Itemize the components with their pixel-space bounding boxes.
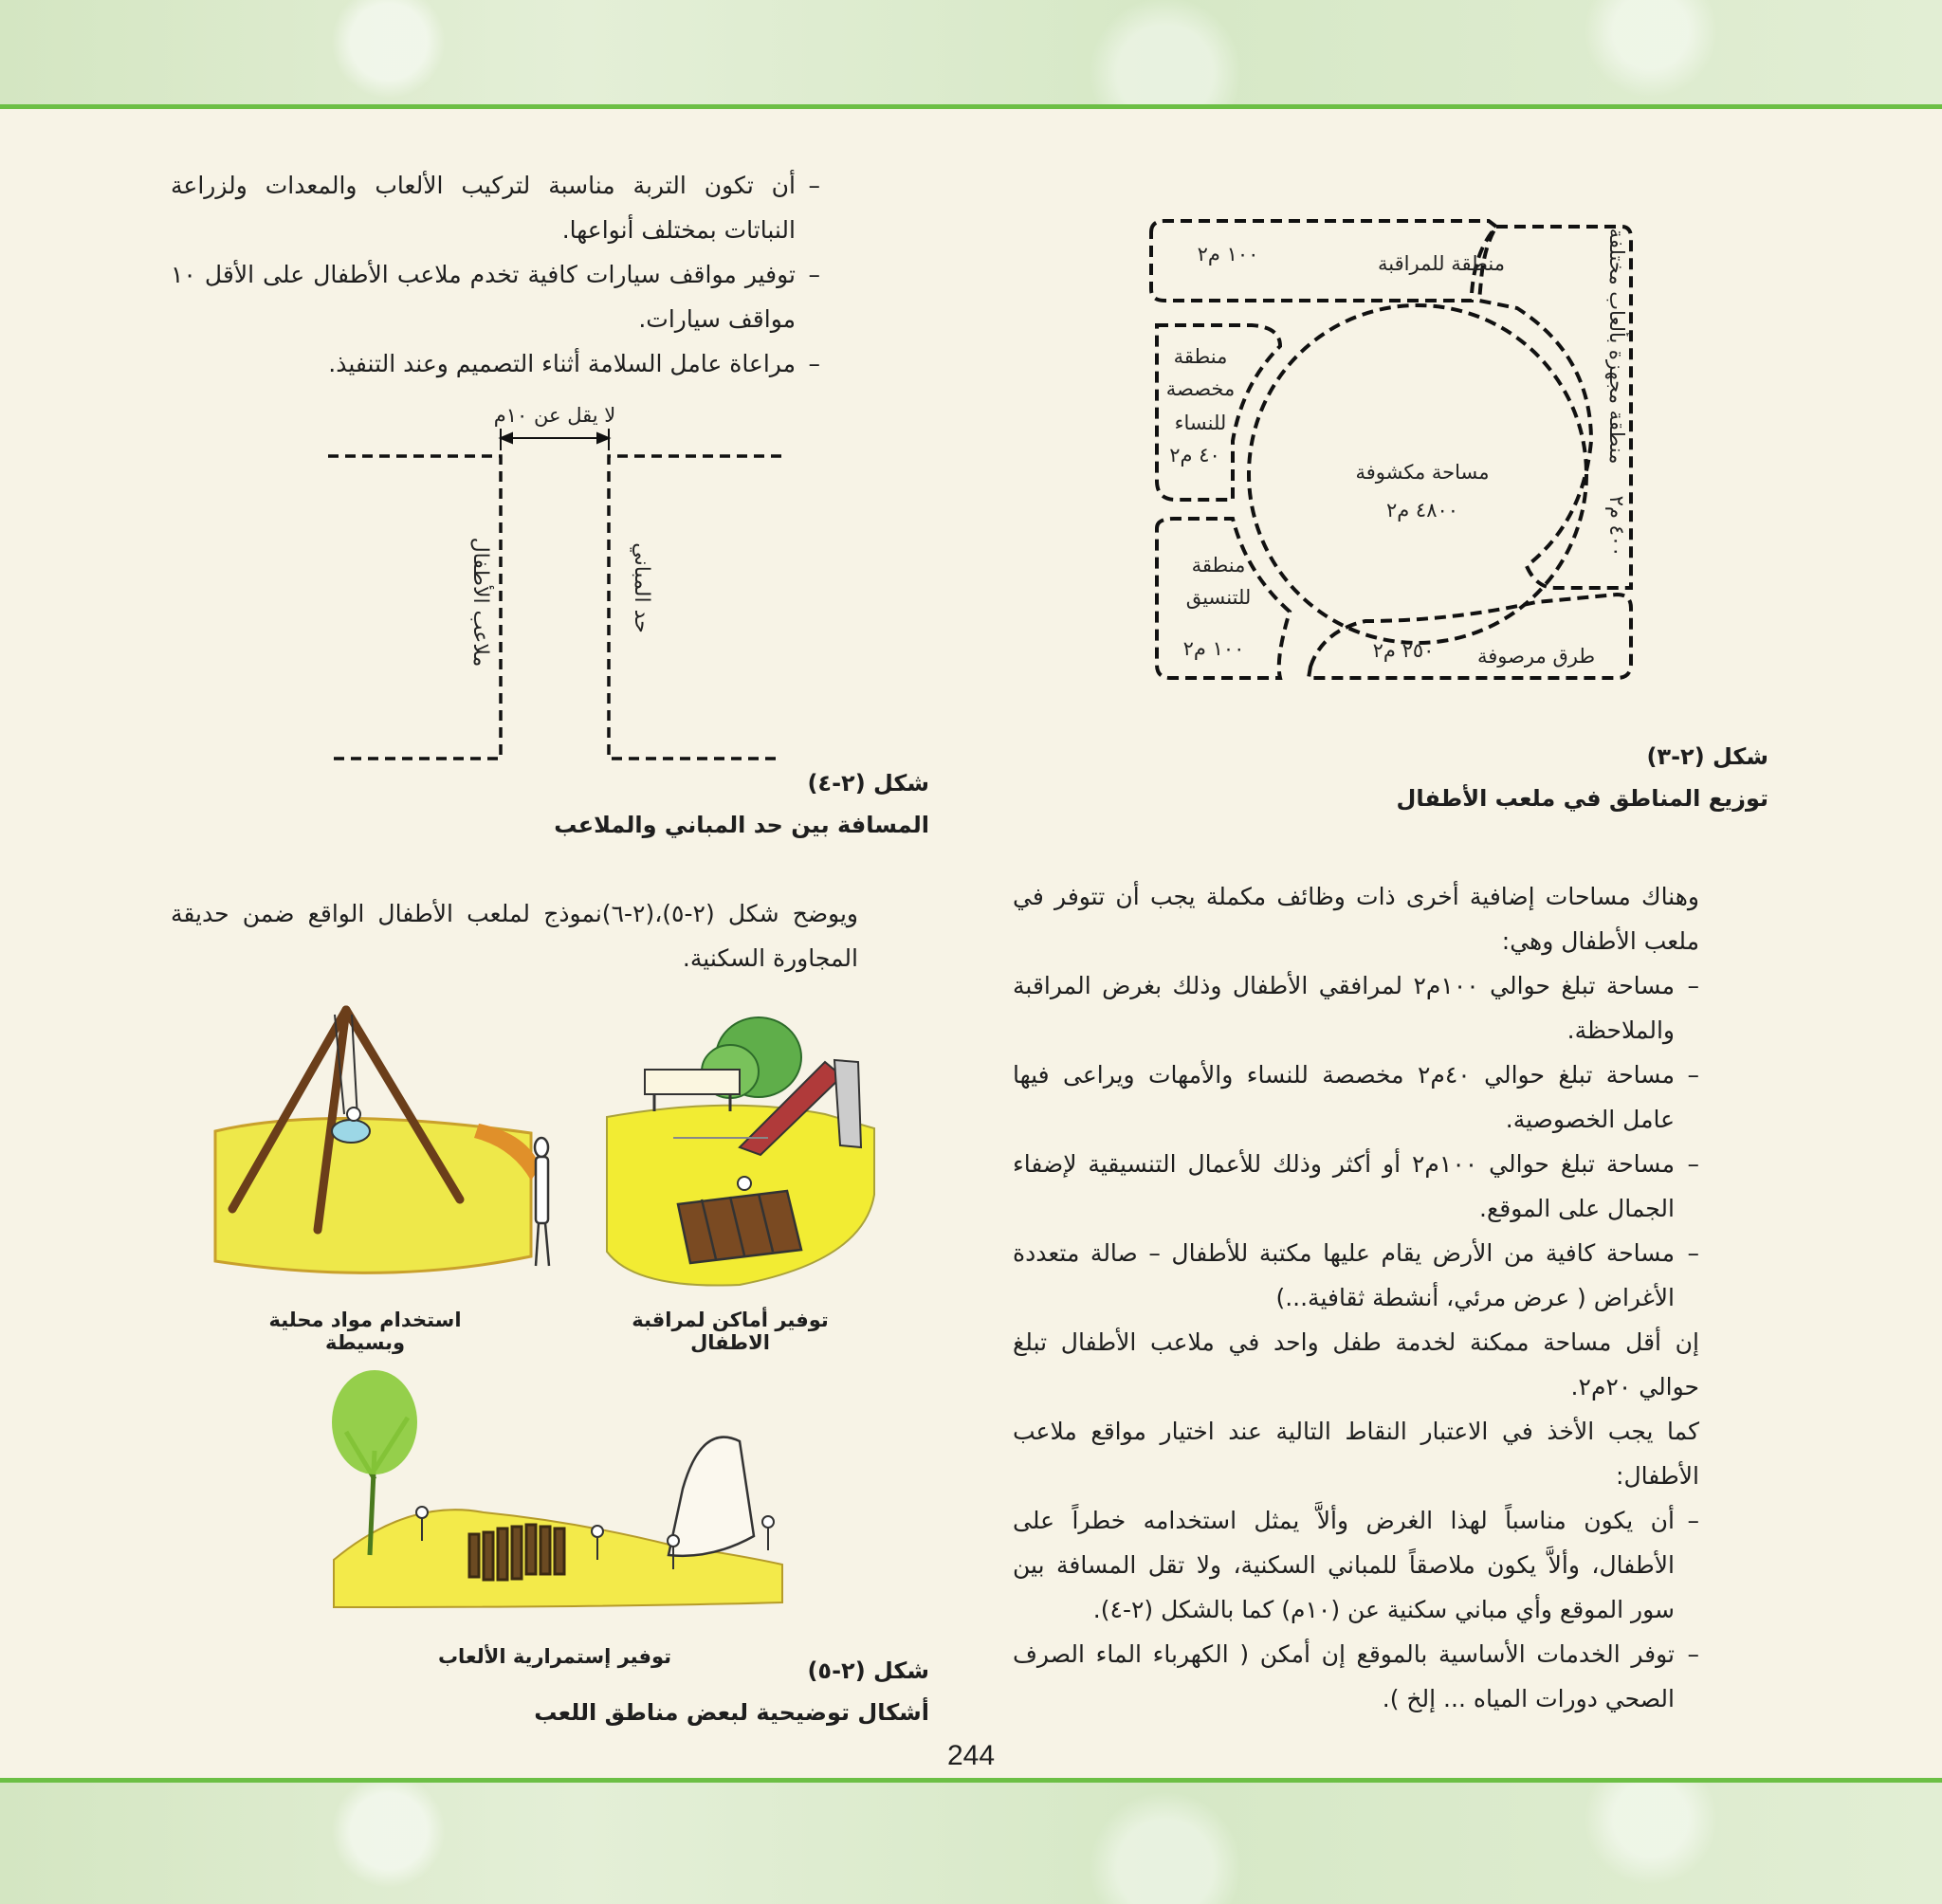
bullet-item: – مراعاة عامل السلامة أثناء التصميم وعند التنفيذ. — [171, 341, 820, 386]
page-number: 244 — [946, 1740, 996, 1771]
left-top-bullets — [171, 163, 820, 386]
label-paved-area: ٢٥٠ م٢ — [1372, 639, 1435, 662]
label-landscaping-area: ١٠٠ م٢ — [1182, 637, 1245, 660]
bullet-item: – أن يكون مناسباً لهذا الغرض وألاَّ يمثل استخدامه خطراً على الأطفال، وألاَّ يكون ملاصقاً للمباني السكنية، ولا تقل المسافة بين سور الموقع وأي مباني سكنية عن (١٠م) كما بالشكل (٢-٤). — [1013, 1498, 1699, 1632]
playground-side-label: ملاعب الأطفال — [468, 537, 492, 668]
label-women-1: منطقة — [1173, 345, 1228, 368]
label-open-space: مساحة مكشوفة — [1355, 461, 1490, 484]
site-selection-paragraph: كما يجب الأخذ في الاعتبار النقاط التالية عند اختيار مواقع ملاعب الأطفال: — [1013, 1418, 1699, 1490]
label-women-area: ٤٠ م٢ — [1169, 444, 1220, 467]
caption-number: شكل (٢-٤) — [807, 770, 929, 796]
bullet-item: – توفر الخدمات الأساسية بالموقع إن أمكن ( الكهرباء الماء الصرف الصحي دورات المياه ... إلخ ). — [1013, 1632, 1699, 1721]
figure-2-4-caption — [531, 762, 929, 846]
caption-number: شكل (٢-٥) — [807, 1657, 929, 1684]
label-landscaping-2: للتنسيق — [1185, 586, 1252, 609]
figure-2-5-caption — [531, 1650, 929, 1733]
bullet-item: – توفير مواقف سيارات كافية تخدم ملاعب الأطفال على الأقل ١٠ مواقف سيارات. — [171, 252, 820, 341]
label-equipped-area: ٤٠٠ م٢ — [1605, 495, 1628, 558]
label-supervision: منطقة للمراقبة — [1378, 252, 1505, 275]
label-paved-roads: طرق مرصوفة — [1476, 645, 1596, 668]
distance-label: لا يقل عن ١٠م — [493, 404, 616, 427]
label-open-space-area: ٤٨٠٠ م٢ — [1385, 499, 1459, 522]
bullet-item: – مساحة كافية من الأرض يقام عليها مكتبة للأطفال – صالة متعددة الأغراض ( عرض مرئي، أنشطة ثقافية...) — [1013, 1231, 1699, 1320]
swing-sketch — [213, 991, 564, 1290]
label-equipped-zone: منطقة مجهزة بألعاب مختلفة — [1605, 228, 1628, 465]
intro-paragraph: وهناك مساحات إضافية أخرى ذات وظائف مكملة يجب أن تتوفر في ملعب الأطفال وهي: — [1013, 883, 1699, 955]
sketch-label-play-continuity: توفير إستمرارية الألعاب — [437, 1645, 672, 1668]
bullet-item: – مساحة تبلغ حوالي ٤٠م٢ مخصصة للنساء والأمهات ويراعى فيها عامل الخصوصية. — [1013, 1053, 1699, 1142]
bullet-item: – أن تكون التربة مناسبة لتركيب الألعاب والمعدات ولزراعة النباتات بمختلف أنواعها. — [171, 163, 820, 252]
bottom-decorative-band — [0, 1778, 1942, 1904]
slide-sketch — [597, 1005, 887, 1294]
caption-number: شكل (٢-٣) — [1646, 743, 1768, 770]
label-women-2: مخصصة — [1165, 377, 1236, 400]
label-women-3: للنساء — [1174, 412, 1227, 434]
label-supervision-area: ١٠٠ م٢ — [1197, 243, 1259, 265]
caption-title: المسافة بين حد المباني والملاعب — [554, 812, 929, 838]
top-decorative-band — [0, 0, 1942, 109]
figure-2-3-diagram — [1138, 213, 1650, 692]
label-landscaping-1: منطقة — [1191, 554, 1246, 577]
bullet-item: – مساحة تبلغ حوالي ١٠٠م٢ لمرافقي الأطفال وذلك بغرض المراقبة والملاحظة. — [1013, 963, 1699, 1053]
bullet-item: – مساحة تبلغ حوالي ١٠٠م٢ أو أكثر وذلك للأعمال التنسيقية لإضفاء الجمال على الموقع. — [1013, 1142, 1699, 1231]
play-continuity-sketch — [332, 1365, 797, 1621]
right-body-text — [1013, 874, 1699, 1721]
caption-title: أشكال توضيحية لبعض مناطق اللعب — [534, 1699, 929, 1726]
figure-2-4-diagram — [322, 398, 797, 768]
left-intro-paragraph: ويوضح شكل (٢-٥)،(٢-٦)نموذج لملعب الأطفال الواقع ضمن حديقة المجاورة السكنية. — [171, 900, 858, 972]
caption-title: توزيع المناطق في ملعب الأطفال — [1396, 785, 1768, 812]
sketch-label-local-materials: استخدام مواد محلية وبسيطة — [268, 1309, 462, 1354]
sketch-label-supervision-places: توفير أماكن لمراقبة الاطفال — [632, 1309, 829, 1354]
building-side-label: حد المباني — [630, 542, 653, 633]
figure-2-3-caption — [1365, 736, 1768, 819]
min-area-paragraph: إن أقل مساحة ممكنة لخدمة طفل واحد في ملاعب الأطفال تبلغ حوالي ٢٠م٢. — [1013, 1328, 1699, 1401]
